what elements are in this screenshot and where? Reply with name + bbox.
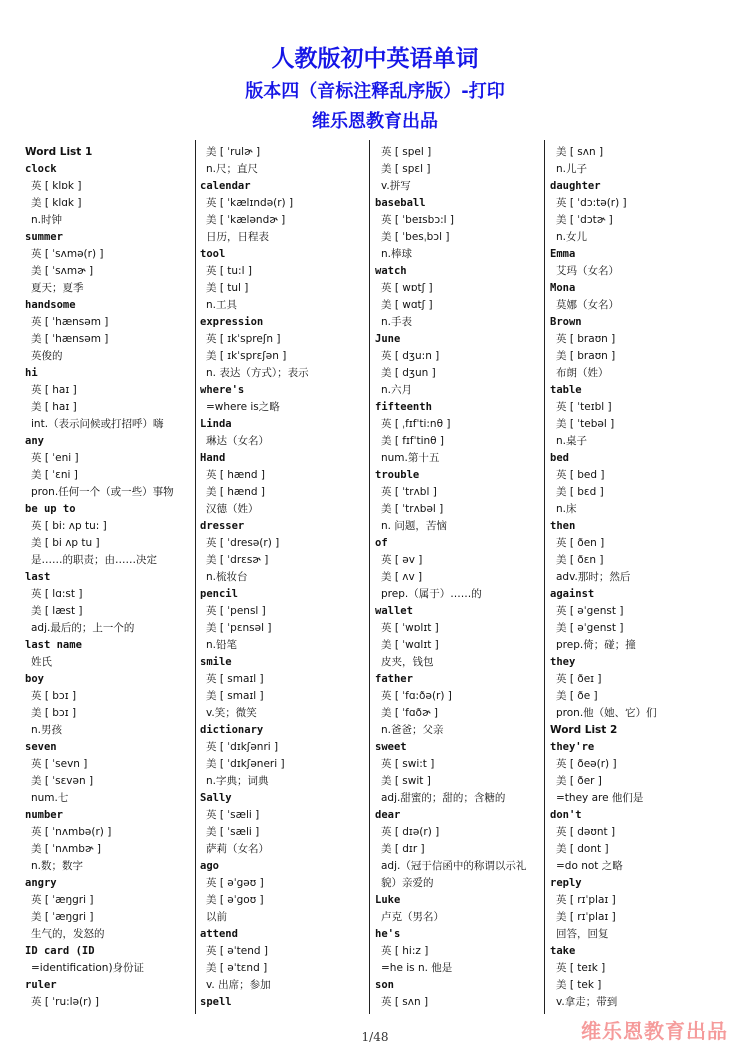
meaning-text: 生气的，发怒的 [31, 928, 105, 940]
meaning-text: 莫娜（女名） [556, 299, 619, 311]
meaning-text: 是……的职责；由……决定 [31, 554, 157, 566]
headword: bed [550, 452, 569, 464]
headword: daughter [550, 180, 601, 192]
phonetic-text: 英 [ ˈfɑ:ðə(r) ] [381, 690, 452, 702]
phonetic-text: 英 [ əˈgenst ] [556, 605, 624, 617]
phonetic-text: 美 [ smaɪl ] [206, 690, 264, 702]
meaning-text: adj.甜蜜的；甜的；含糖的 [381, 792, 506, 804]
phonetic-text: 英 [ ˈru:lə(r) ] [31, 996, 99, 1008]
meaning-text: n.工具 [206, 299, 237, 311]
phonetic-text: 英 [ ˈsʌmə(r) ] [31, 248, 104, 260]
meaning-text: n.时钟 [31, 214, 62, 226]
headword: then [550, 520, 576, 532]
headword: they're [550, 741, 595, 753]
headword: summer [25, 231, 63, 243]
headword: clock [25, 163, 57, 175]
column-divider [195, 140, 196, 1014]
phonetic-text: 英 [ ðeɪ ] [556, 673, 602, 685]
headword: smile [200, 656, 232, 668]
phonetic-text: 英 [ əˈtend ] [206, 945, 268, 957]
meaning-text: v. 出席；参加 [206, 979, 271, 991]
phonetic-text: 美 [ tul ] [206, 282, 249, 294]
phonetic-text: 英 [ ɪkˈspreʃn ] [206, 333, 281, 345]
phonetic-text: 英 [ ˈnʌmbə(r) ] [31, 826, 112, 838]
phonetic-text: 美 [ ˈrulɚ ] [206, 146, 261, 158]
phonetic-text: 美 [ rɪˈplaɪ ] [556, 911, 616, 923]
phonetic-text: 美 [ fɪfˈtinθ ] [381, 435, 444, 447]
meaning-text: 英俊的 [31, 350, 63, 362]
phonetic-text: 美 [ ˈsɛvən ] [31, 775, 94, 787]
phonetic-text: 美 [ dont ] [556, 843, 609, 855]
phonetic-text: 英 [ əˈgəʊ ] [206, 877, 264, 889]
meaning-text: n.铅笔 [206, 639, 237, 651]
headword: of [375, 537, 388, 549]
phonetic-text: 美 [ ˈnʌmbɚ ] [31, 843, 101, 855]
headword: last [25, 571, 51, 583]
meaning-text: 以前 [206, 911, 227, 923]
meaning-text: num.七 [31, 792, 69, 804]
page-header [0, 44, 750, 134]
headword: calendar [200, 180, 251, 192]
phonetic-text: 美 [ ˈdrɛsɚ ] [206, 554, 269, 566]
headword: Luke [375, 894, 401, 906]
phonetic-text: 英 [ wɒtʃ ] [381, 282, 433, 294]
headword: don't [550, 809, 582, 821]
phonetic-text: 美 [ ˈtrʌbəl ] [381, 503, 444, 515]
meaning-text: 回答，回复 [556, 928, 609, 940]
phonetic-text: 美 [ ˈæŋgri ] [31, 911, 94, 923]
phonetic-text: 美 [ bɛd ] [556, 486, 604, 498]
phonetic-text: 英 [ ˈtrʌbl ] [381, 486, 437, 498]
phonetic-text: 美 [ ɪkˈsprɛʃən ] [206, 350, 287, 362]
meaning-text: 萨莉（女名） [206, 843, 269, 855]
meaning-text: 艾玛（女名） [556, 265, 619, 277]
headword: father [375, 673, 413, 685]
phonetic-text: 英 [ hænd ] [206, 469, 265, 481]
phonetic-text: 英 [ hi:z ] [381, 945, 429, 957]
phonetic-text: 英 [ bi: ʌp tu: ] [31, 520, 107, 532]
headword: Sally [200, 792, 232, 804]
phonetic-text: 美 [ əˈgenst ] [556, 622, 624, 634]
phonetic-text: 美 [ ˈdɔtɚ ] [556, 214, 613, 226]
headword: boy [25, 673, 44, 685]
phonetic-text: 英 [ bed ] [556, 469, 605, 481]
meaning-text: adv.那时；然后 [556, 571, 631, 583]
headword: sweet [375, 741, 407, 753]
meaning-text: adj.（冠于信函中的称谓以示礼貌）亲爱的 [381, 860, 527, 889]
headword: baseball [375, 197, 426, 209]
phonetic-text: 美 [ ˈfɑðɚ ] [381, 707, 438, 719]
phonetic-text: 美 [ dʒun ] [381, 367, 436, 379]
word-column-1 [25, 144, 195, 1011]
meaning-text: n.手表 [381, 316, 412, 328]
watermark-logo: 维乐恩教育出品 [581, 1019, 728, 1043]
headword: trouble [375, 469, 420, 481]
meaning-text: pron.他（她、它）们 [556, 707, 657, 719]
headword: hi [25, 367, 38, 379]
phonetic-text: 美 [ ˈbesˌbɔl ] [381, 231, 450, 243]
phonetic-text: 美 [ tek ] [556, 979, 602, 991]
phonetic-text: 英 [ ˈpensl ] [206, 605, 266, 617]
phonetic-text: 美 [ sʌn ] [556, 146, 604, 158]
phonetic-text: 英 [ ˈdresə(r) ] [206, 537, 280, 549]
headword: dictionary [200, 724, 264, 736]
headword: take [550, 945, 576, 957]
phonetic-text: 英 [ tu:l ] [206, 265, 252, 277]
meaning-text: =they are 他们是 [556, 792, 644, 804]
phonetic-text: 英 [ ˈhænsəm ] [31, 316, 109, 328]
phonetic-text: 美 [ ˈwɑlɪt ] [381, 639, 439, 651]
meaning-text: n. 问题，苦恼 [381, 520, 447, 532]
meaning-text: 琳达（女名） [206, 435, 269, 447]
phonetic-text: 美 [ hænd ] [206, 486, 265, 498]
headword: last name [25, 639, 82, 651]
meaning-text: v.笑；微笑 [206, 707, 257, 719]
meaning-text: =where is之略 [206, 401, 280, 413]
phonetic-text: 美 [ əˈgoʊ ] [206, 894, 264, 906]
phonetic-text: 英 [ haɪ ] [31, 384, 77, 396]
document-subtitle: 版本四（音标注释乱序版）-打印 [245, 81, 505, 102]
phonetic-text: 英 [ ˌfɪfˈti:nθ ] [381, 418, 451, 430]
phonetic-text: 英 [ ðen ] [556, 537, 605, 549]
headword: Brown [550, 316, 582, 328]
phonetic-text: 英 [ ˈwɒlɪt ] [381, 622, 439, 634]
meaning-text: n.尺；直尺 [206, 163, 258, 175]
headword: they [550, 656, 576, 668]
phonetic-text: 美 [ ˈdɪkʃəneri ] [206, 758, 285, 770]
meaning-text: pron.任何一个（或一些）事物 [31, 486, 174, 498]
phonetic-text: 英 [ klɒk ] [31, 180, 82, 192]
phonetic-text: 英 [ dəʊnt ] [556, 826, 616, 838]
phonetic-text: 英 [ lɑ:st ] [31, 588, 83, 600]
phonetic-text: 美 [ ˈtebəl ] [556, 418, 615, 430]
page-number: 1/48 [361, 1030, 389, 1044]
phonetic-text: 英 [ braʊn ] [556, 333, 616, 345]
meaning-text: 夏天；夏季 [31, 282, 84, 294]
meaning-text: n.女儿 [556, 231, 587, 243]
headword: seven [25, 741, 57, 753]
headword: Linda [200, 418, 232, 430]
meaning-text: num.第十五 [381, 452, 440, 464]
headword: attend [200, 928, 238, 940]
phonetic-text: 美 [ braʊn ] [556, 350, 616, 362]
headword: pencil [200, 588, 238, 600]
headword: ID card (ID [25, 945, 95, 957]
meaning-text: 卢克（男名） [381, 911, 444, 923]
word-column-4 [550, 144, 720, 1011]
headword: dear [375, 809, 401, 821]
phonetic-text: 美 [ ˈsæli ] [206, 826, 260, 838]
phonetic-text: 美 [ ðɛn ] [556, 554, 604, 566]
meaning-text: n.棒球 [381, 248, 412, 260]
phonetic-text: 英 [ ðeə(r) ] [556, 758, 617, 770]
headword: Mona [550, 282, 576, 294]
meaning-text: =he is n. 他是 [381, 962, 453, 974]
headword: son [375, 979, 394, 991]
meaning-text: n.爸爸；父亲 [381, 724, 444, 736]
headword: any [25, 435, 44, 447]
phonetic-text: 美 [ wɑtʃ ] [381, 299, 433, 311]
phonetic-text: 美 [ ˈɛni ] [31, 469, 78, 481]
meaning-text: n.字典；词典 [206, 775, 269, 787]
phonetic-text: 美 [ ˈkæləndɚ ] [206, 214, 286, 226]
meaning-text: =identification)身份证 [31, 962, 145, 974]
phonetic-text: 英 [ smaɪl ] [206, 673, 264, 685]
phonetic-text: 美 [ dɪr ] [381, 843, 425, 855]
meaning-text: 布朗（姓） [556, 367, 609, 379]
phonetic-text: 美 [ ˈsʌmɚ ] [31, 265, 94, 277]
phonetic-text: 英 [ ˈteɪbl ] [556, 401, 612, 413]
meaning-text: n.六月 [381, 384, 412, 396]
headword: be up to [25, 503, 76, 515]
meaning-text: n.桌子 [556, 435, 587, 447]
word-list-heading: Word List 1 [25, 146, 93, 158]
phonetic-text: 英 [ dɪə(r) ] [381, 826, 440, 838]
phonetic-text: 英 [ ˈbeɪsbɔ:l ] [381, 214, 454, 226]
headword: table [550, 384, 582, 396]
meaning-text: n.梳妆台 [206, 571, 248, 583]
meaning-text: 皮夹，钱包 [381, 656, 434, 668]
phonetic-text: 英 [ ˈæŋgri ] [31, 894, 94, 906]
phonetic-text: 美 [ swit ] [381, 775, 431, 787]
meaning-text: n.儿子 [556, 163, 587, 175]
headword: where's [200, 384, 245, 396]
headword: wallet [375, 605, 413, 617]
headword: dresser [200, 520, 245, 532]
meaning-text: adj.最后的；上一个的 [31, 622, 135, 634]
meaning-text: v.拿走；带到 [556, 996, 618, 1008]
headword: watch [375, 265, 407, 277]
meaning-text: prep.倚；碰；撞 [556, 639, 636, 651]
phonetic-text: 英 [ ˈdɪkʃənri ] [206, 741, 279, 753]
word-column-2 [200, 144, 370, 1011]
phonetic-text: 英 [ sʌn ] [381, 996, 429, 1008]
phonetic-text: 英 [ dʒu:n ] [381, 350, 440, 362]
headword: ago [200, 860, 219, 872]
meaning-text: int.（表示问候或打招呼）嗨 [31, 418, 164, 430]
phonetic-text: 美 [ bi ʌp tu ] [31, 537, 100, 549]
phonetic-text: 美 [ ˈpɛnsəl ] [206, 622, 272, 634]
phonetic-text: 美 [ ˈhænsəm ] [31, 333, 109, 345]
meaning-text: v.拼写 [381, 180, 411, 192]
phonetic-text: 英 [ ˈsæli ] [206, 809, 260, 821]
phonetic-text: 英 [ ˈeni ] [31, 452, 79, 464]
meaning-text: n.床 [556, 503, 577, 515]
phonetic-text: 美 [ ðer ] [556, 775, 602, 787]
headword: handsome [25, 299, 76, 311]
phonetic-text: 英 [ əv ] [381, 554, 423, 566]
word-list-heading: Word List 2 [550, 724, 618, 736]
headword: angry [25, 877, 57, 889]
phonetic-text: 英 [ ˈkælɪndə(r) ] [206, 197, 294, 209]
phonetic-text: 美 [ klɑk ] [31, 197, 82, 209]
phonetic-text: 美 [ bɔɪ ] [31, 707, 77, 719]
meaning-text: =do not 之略 [556, 860, 623, 872]
phonetic-text: 英 [ ˈsevn ] [31, 758, 88, 770]
headword: number [25, 809, 63, 821]
phonetic-text: 英 [ bɔɪ ] [31, 690, 77, 702]
meaning-text: 日历，日程表 [206, 231, 269, 243]
column-divider [369, 140, 370, 1014]
phonetic-text: 英 [ teɪk ] [556, 962, 606, 974]
headword: ruler [25, 979, 57, 991]
phonetic-text: 美 [ ʌv ] [381, 571, 423, 583]
meaning-text: n.数；数字 [31, 860, 83, 872]
headword: Hand [200, 452, 226, 464]
meaning-text: n.男孩 [31, 724, 62, 736]
phonetic-text: 英 [ swi:t ] [381, 758, 435, 770]
meaning-text: prep.（属于）……的 [381, 588, 482, 600]
phonetic-text: 美 [ haɪ ] [31, 401, 77, 413]
meaning-text: 姓氏 [31, 656, 52, 668]
document-publisher: 维乐恩教育出品 [312, 111, 438, 132]
meaning-text: 汉德（姓） [206, 503, 259, 515]
column-divider [544, 140, 545, 1014]
word-column-3 [375, 144, 545, 1011]
headword: he's [375, 928, 401, 940]
headword: expression [200, 316, 264, 328]
headword: Emma [550, 248, 576, 260]
phonetic-text: 美 [ spɛl ] [381, 163, 431, 175]
meaning-text: n. 表达（方式）；表示 [206, 367, 309, 379]
phonetic-text: 美 [ əˈtɛnd ] [206, 962, 268, 974]
phonetic-text: 英 [ ˈdɔ:tə(r) ] [556, 197, 627, 209]
document-title: 人教版初中英语单词 [271, 46, 479, 72]
headword: June [375, 333, 401, 345]
phonetic-text: 英 [ spel ] [381, 146, 432, 158]
phonetic-text: 英 [ rɪˈplaɪ ] [556, 894, 616, 906]
phonetic-text: 美 [ ðe ] [556, 690, 598, 702]
headword: reply [550, 877, 582, 889]
headword: tool [200, 248, 226, 260]
headword: spell [200, 996, 232, 1008]
phonetic-text: 美 [ læst ] [31, 605, 83, 617]
headword: against [550, 588, 595, 600]
headword: fifteenth [375, 401, 432, 413]
